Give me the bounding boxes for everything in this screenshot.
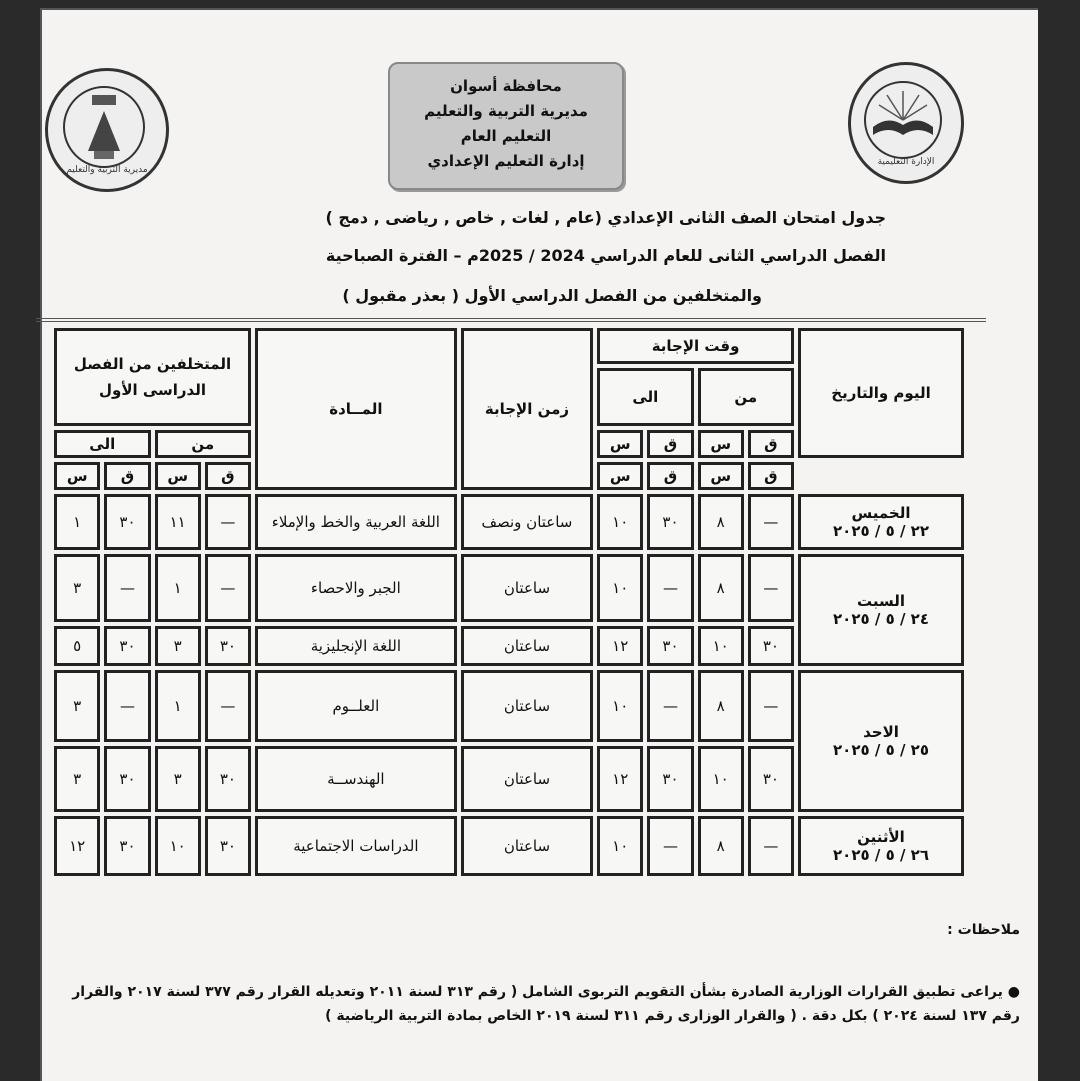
to-s: ١٠ xyxy=(597,816,643,876)
l-to-q: — xyxy=(104,554,150,622)
header-to: الى xyxy=(597,368,693,426)
duration: ساعتان ونصف xyxy=(461,494,593,550)
table-row xyxy=(54,670,964,742)
governorate-line: محافظة أسوان xyxy=(450,77,562,95)
from-q: — xyxy=(748,670,794,742)
from-q: ٣٠ xyxy=(748,746,794,812)
to-s: ١٠ xyxy=(597,494,643,550)
to-q: — xyxy=(647,554,693,622)
day-cell: الخميس ٢٢ / ٥ / ٢٠٢٥ xyxy=(798,494,964,550)
duration: ساعتان xyxy=(461,670,593,742)
from-s: ١٠ xyxy=(698,746,744,812)
to-s: ١٠ xyxy=(597,554,643,622)
l-from-s: ٣ xyxy=(155,746,201,812)
day-cell: الأثنين ٢٦ / ٥ / ٢٠٢٥ xyxy=(798,816,964,876)
header-q: ق xyxy=(104,462,150,490)
l-to-q: ٣٠ xyxy=(104,626,150,666)
l-from-q: — xyxy=(205,554,251,622)
header-q: ق xyxy=(748,430,794,458)
l-to-s: ٥ xyxy=(54,626,100,666)
spacer xyxy=(798,462,964,490)
from-s: ٨ xyxy=(698,494,744,550)
to-q: ٣٠ xyxy=(647,494,693,550)
header-s: س xyxy=(155,462,201,490)
from-s: ١٠ xyxy=(698,626,744,666)
l-to-q: — xyxy=(104,670,150,742)
l-from-s: ١ xyxy=(155,670,201,742)
l-to-q: ٣٠ xyxy=(104,746,150,812)
notes-label: ملاحظات : xyxy=(947,922,1020,938)
header-s: س xyxy=(597,462,643,490)
to-s: ١٢ xyxy=(597,746,643,812)
from-q: ٣٠ xyxy=(748,626,794,666)
right-seal-text: الإدارة التعليمية xyxy=(877,157,935,167)
header-answer-time: وقت الإجابة xyxy=(597,328,794,364)
l-to-s: ٣ xyxy=(54,554,100,622)
subject: الدراسات الاجتماعية xyxy=(255,816,457,876)
duration: ساعتان xyxy=(461,554,593,622)
header-subject: المــادة xyxy=(255,328,457,490)
header-box xyxy=(388,62,624,190)
duration: ساعتان xyxy=(461,816,593,876)
l-from-q: ٣٠ xyxy=(205,626,251,666)
header-q: ق xyxy=(647,462,693,490)
from-s: ٨ xyxy=(698,554,744,622)
subject: اللغة الإنجليزية xyxy=(255,626,457,666)
general-education-line: التعليم العام xyxy=(460,127,552,145)
duration: ساعتان xyxy=(461,626,593,666)
subject: الجبر والاحصاء xyxy=(255,554,457,622)
header-day-date: اليوم والتاريخ xyxy=(798,328,964,458)
header-s: س xyxy=(698,430,744,458)
table-row xyxy=(54,494,964,550)
header-l-to: الى xyxy=(54,430,151,458)
l-from-q: — xyxy=(205,670,251,742)
from-q: — xyxy=(748,494,794,550)
l-to-q: ٣٠ xyxy=(104,816,150,876)
l-from-q: ٣٠ xyxy=(205,816,251,876)
l-from-q: ٣٠ xyxy=(205,746,251,812)
from-s: ٨ xyxy=(698,670,744,742)
subject: الهندســة xyxy=(255,746,457,812)
from-s: ٨ xyxy=(698,816,744,876)
duration: ساعتان xyxy=(461,746,593,812)
directorate-seal-logo xyxy=(45,68,169,192)
l-to-q: ٣٠ xyxy=(104,494,150,550)
l-from-s: ١ xyxy=(155,554,201,622)
header-s: س xyxy=(54,462,100,490)
subject: اللغة العربية والخط والإملاء xyxy=(255,494,457,550)
preparatory-admin-line: إدارة التعليم الإعدادي xyxy=(427,152,585,170)
header-from: من xyxy=(698,368,794,426)
header-s: س xyxy=(597,430,643,458)
header-duration: زمن الإجابة xyxy=(461,328,593,490)
divider xyxy=(36,318,986,322)
to-q: — xyxy=(647,816,693,876)
exam-schedule-table xyxy=(50,324,968,880)
header-l-from: من xyxy=(155,430,251,458)
l-to-s: ٣ xyxy=(54,670,100,742)
header-q: ق xyxy=(205,462,251,490)
title-line-1: جدول امتحان الصف الثانى الإعدادي (عام , لغات , خاص , رياضى , دمج ) xyxy=(325,208,886,227)
title-line-3: والمتخلفين من الفصل الدراسي الأول ( بعذر مقبول ) xyxy=(342,286,762,305)
l-from-s: ٣ xyxy=(155,626,201,666)
directorate-line: مديرية التربية والتعليم xyxy=(424,102,588,120)
to-s: ١٠ xyxy=(597,670,643,742)
to-s: ١٢ xyxy=(597,626,643,666)
subject: العلــوم xyxy=(255,670,457,742)
l-from-s: ١٠ xyxy=(155,816,201,876)
book-emblem-logo xyxy=(848,62,964,184)
header-q: ق xyxy=(748,462,794,490)
to-q: — xyxy=(647,670,693,742)
to-q: ٣٠ xyxy=(647,746,693,812)
l-to-s: ١ xyxy=(54,494,100,550)
table-row xyxy=(54,554,964,622)
from-q: — xyxy=(748,554,794,622)
note-text: يراعى تطبيق القرارات الوزارية الصادرة بشأن التقويم التربوى الشامل ( رقم ٣١٣ لسنة ٢٠١١ وتعديله القرار رقم ٣٧٧ لسنة ٢٠١٧ والقرار رقم ١٣٧ لسنة ٢٠٢٤ ) بكل دقة . ( والقرار الوزارى رقم ٣١١ لسنة ٢٠١٩ الخاص بمادة التربية الرياضية ) xyxy=(72,984,1020,1024)
l-from-s: ١١ xyxy=(155,494,201,550)
header-s: س xyxy=(698,462,744,490)
note-item: ● يراعى تطبيق القرارات الوزارية الصادرة بشأن التقويم التربوى الشامل ( رقم ٣١٣ لسنة ٢٠١١ وتعديله القرار رقم ٣٧٧ لسنة ٢٠١٧ والقرار رقم ١٣٧ لسنة ٢٠٢٤ ) بكل دقة . ( والقرار الوزارى رقم ٣١١ لسنة ٢٠١٩ الخاص بمادة التربية الرياضية ) xyxy=(72,984,1020,1024)
l-to-s: ٣ xyxy=(54,746,100,812)
header-q: ق xyxy=(647,430,693,458)
l-to-s: ١٢ xyxy=(54,816,100,876)
day-cell: السبت ٢٤ / ٥ / ٢٠٢٥ xyxy=(798,554,964,666)
day-cell: الاحد ٢٥ / ٥ / ٢٠٢٥ xyxy=(798,670,964,812)
to-q: ٣٠ xyxy=(647,626,693,666)
from-q: — xyxy=(748,816,794,876)
left-seal-text: مديرية التربية والتعليم xyxy=(66,165,148,175)
title-line-2: الفصل الدراسي الثانى للعام الدراسي 2024 / 2025م – الفترة الصباحية xyxy=(325,246,886,265)
header-lagging: المتخلفين من الفصل الدراسى الأول xyxy=(54,328,251,426)
table-row xyxy=(54,816,964,876)
l-from-q: — xyxy=(205,494,251,550)
